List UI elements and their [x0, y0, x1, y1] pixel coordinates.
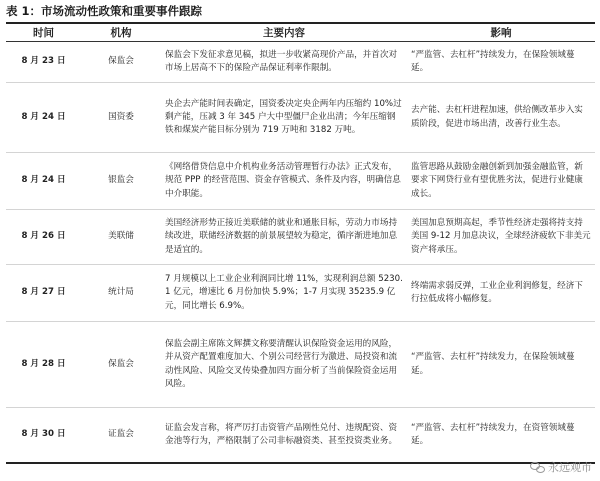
row-org: 保监会 — [81, 322, 161, 408]
policy-events-table — [6, 22, 595, 464]
table-row — [6, 83, 595, 153]
watermark-text: 永远观市 — [548, 461, 592, 474]
row-content: 证监会发言称，将严厉打击资管产品刚性兑付、违规配资、资金池等行为，严格限制了公司非标融资类、甚至投资类业务。 — [161, 408, 407, 463]
row-org: 银监会 — [81, 153, 161, 210]
header-time: 时间 — [6, 23, 81, 42]
row-impact: 终端需求弱反弹，工业企业利润修复，经济下行拉低成将小幅修复。 — [407, 265, 595, 322]
row-date: 8 月 30 日 — [6, 408, 81, 463]
header-impact: 影响 — [407, 23, 595, 42]
table-row — [6, 265, 595, 322]
row-org: 保监会 — [81, 42, 161, 83]
row-impact: “严监管、去杠杆”持续发力，在资管领域蔓延。 — [407, 408, 595, 463]
row-org: 国资委 — [81, 83, 161, 153]
row-impact: 去产能、去杠杆进程加速，供给侧改革步入实质阶段，促进市场出清，改善行业生态。 — [407, 83, 595, 153]
row-impact: “严监管、去杠杆”持续发力，在保险领域蔓延。 — [407, 322, 595, 408]
row-date: 8 月 28 日 — [6, 322, 81, 408]
table-header-row — [6, 23, 595, 42]
row-impact: “严监管、去杠杆”持续发力，在保险领域蔓延。 — [407, 42, 595, 83]
row-date: 8 月 24 日 — [6, 153, 81, 210]
table-row — [6, 153, 595, 210]
row-org: 美联储 — [81, 210, 161, 265]
table-row — [6, 42, 595, 83]
row-org: 证监会 — [81, 408, 161, 463]
row-date: 8 月 24 日 — [6, 83, 81, 153]
row-impact: 美国加息预期高起，季节性经济走强将持支持美国 9-12 月加息决议，全球经济疲软下非美元资产将承压。 — [407, 210, 595, 265]
table-caption: 表 1：市场流动性政策和重要事件跟踪 — [6, 4, 203, 18]
row-impact: 监管思路从鼓励金融创新到加强金融监管，新要求下网贷行业有望优胜劣汰，促进行业健康成长。 — [407, 153, 595, 210]
row-content: 保监会下发征求意见稿，拟进一步收紧高现价产品，并首次对市场上居高不下的保险产品保证利率作限制。 — [161, 42, 407, 83]
row-org: 统计局 — [81, 265, 161, 322]
row-date: 8 月 23 日 — [6, 42, 81, 83]
table-row — [6, 408, 595, 463]
wechat-icon — [530, 461, 544, 473]
row-content: 《网络借贷信息中介机构业务活动管理暂行办法》正式发布，规范 PPP 的经营范围、资金存管模式、条件及内容，明确信息中介职能。 — [161, 153, 407, 210]
header-org: 机构 — [81, 23, 161, 42]
header-content: 主要内容 — [161, 23, 407, 42]
row-content: 7 月规模以上工业企业利润同比增 11%，实现利润总额 5230.1 亿元，增速比 6 月份加快 5.9%；1-7 月实现 35235.9 亿元，同比增长 6.9%。 — [161, 265, 407, 322]
row-content: 保监会副主席陈文辉撰文称要清醒认识保险资金运用的风险，并从资产配置难度加大、个别公司经营行为激进、局投资和流动性风险、风险交叉传染叠加四方面分析了当前保险资金运用风险。 — [161, 322, 407, 408]
row-content: 美国经济形势正接近美联储的就业和通胀目标，劳动力市场持续改进，联储经济数据的前景展望较为稳定，循序渐进地加息是适宜的。 — [161, 210, 407, 265]
row-content: 央企去产能时间表确定，国资委决定央企两年内压缩约 10%过剩产能，压减 3 年 345 户大中型僵尸企业出清；今年压缩钢铁和煤炭产能目标分别为 719 万吨和 3182 万吨。 — [161, 83, 407, 153]
row-date: 8 月 27 日 — [6, 265, 81, 322]
table-row — [6, 210, 595, 265]
row-date: 8 月 26 日 — [6, 210, 81, 265]
watermark — [530, 459, 592, 475]
table-row — [6, 322, 595, 408]
